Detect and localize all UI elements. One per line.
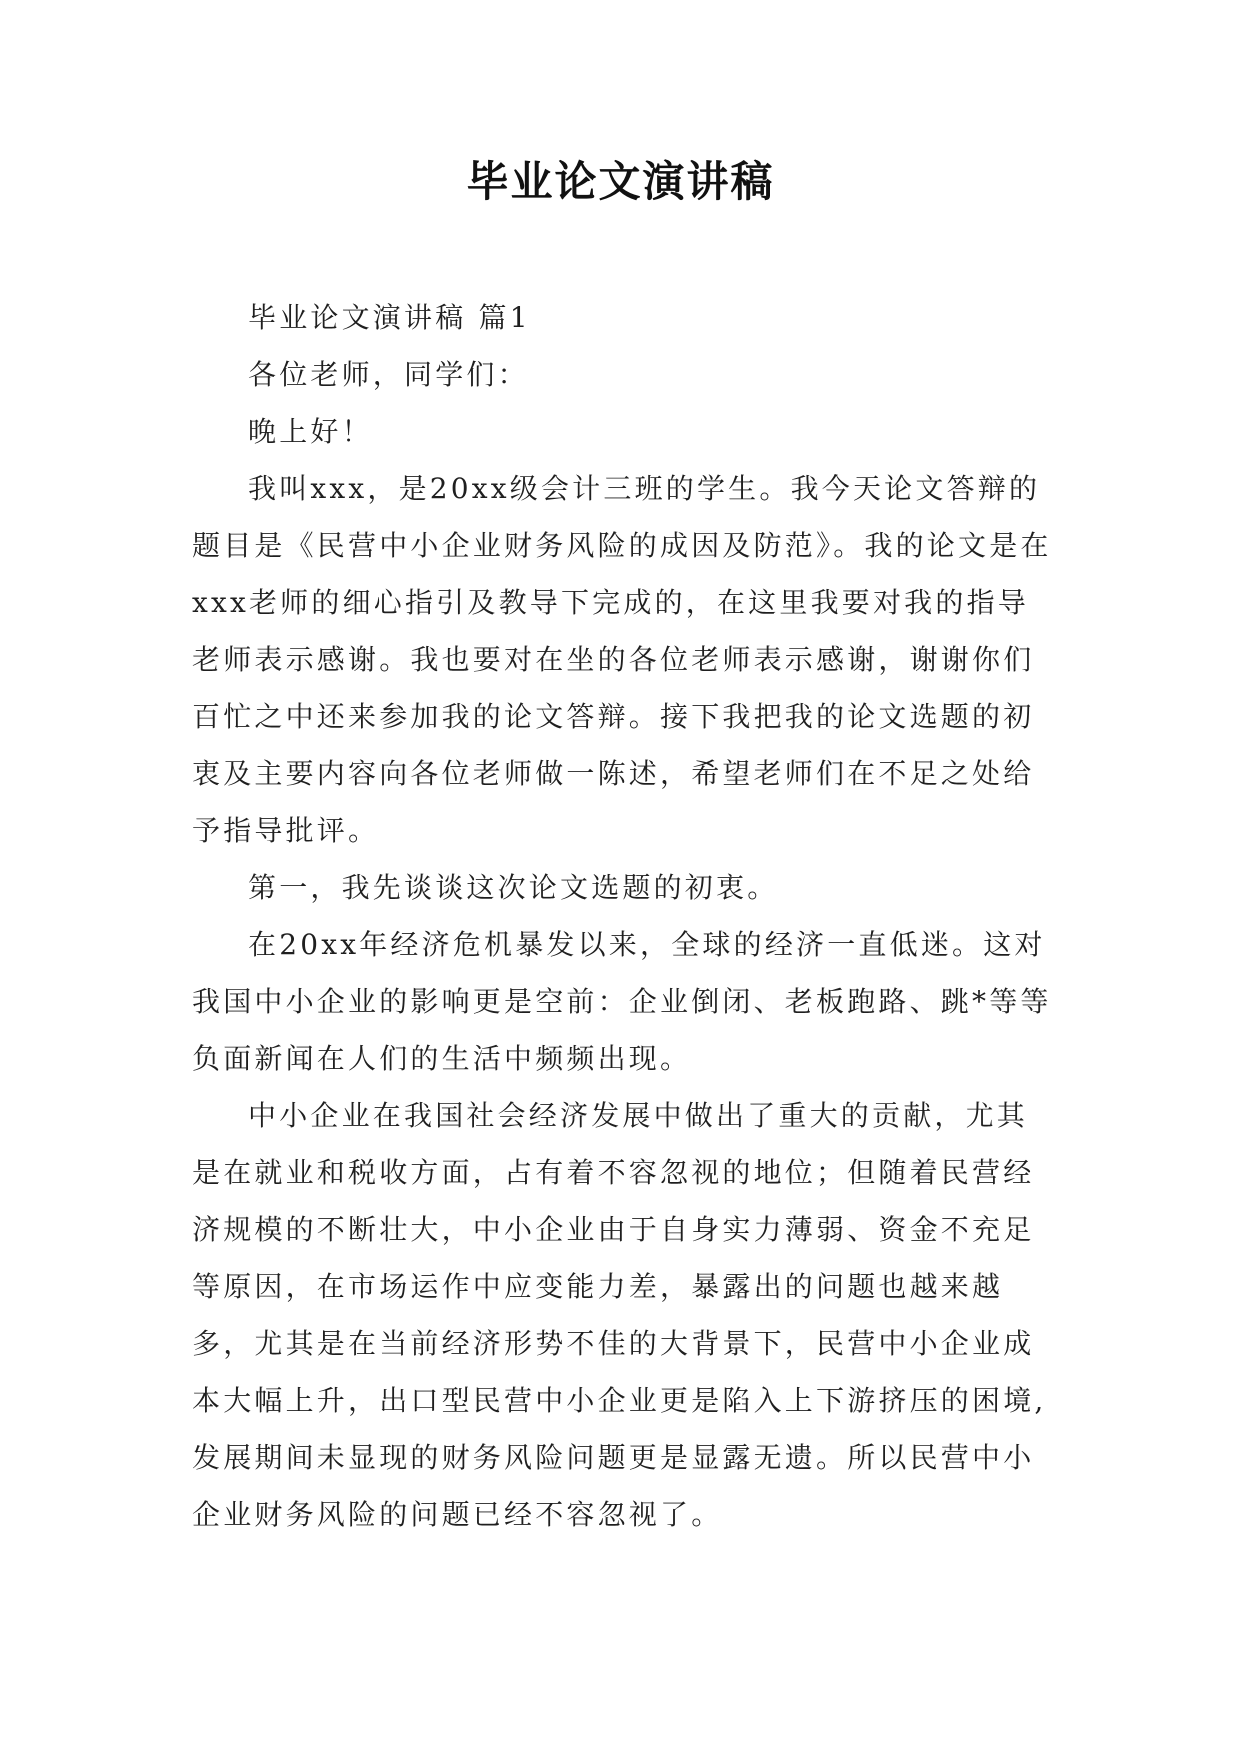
document-title: 毕业论文演讲稿 <box>466 157 775 206</box>
greeting: 晚上好！ <box>248 415 373 448</box>
section-heading: 毕业论文演讲稿 篇1 <box>248 301 531 334</box>
paragraph-economic-crisis: 在20xx年经济危机暴发以来，全球的经济一直低迷。这对我国中小企业的影响更是空前：企业倒闭、老板跑路、跳*等等负面新闻在人们的生活中频频出现。 <box>192 928 1052 1075</box>
paragraph-introduction: 我叫xxx，是20xx级会计三班的学生。我今天论文答辩的题目是《民营中小企业财务风险的成因及防范》。我的论文是在xxx老师的细心指引及教导下完成的，在这里我要对我的指导老师表示感谢。我也要对在坐的各位老师表示感谢，谢谢你们百忙之中还来参加我的论文答辩。接下我把我的论文选题的初衷及主要内容向各位老师做一陈述，希望老师们在不足之处给予指导批评。 <box>192 472 1052 847</box>
paragraph-first-point: 第一，我先谈谈这次论文选题的初衷。 <box>248 871 779 904</box>
document-body <box>192 289 1054 1543</box>
salutation: 各位老师，同学们： <box>248 358 529 391</box>
paragraph-sme-contribution: 中小企业在我国社会经济发展中做出了重大的贡献，尤其是在就业和税收方面，占有着不容忽视的地位；但随着民营经济规模的不断壮大，中小企业由于自身实力薄弱、资金不充足等原因，在市场运作中应变能力差，暴露出的问题也越来越多，尤其是在当前经济形势不佳的大背景下，民营中小企业成本大幅上升，出口型民营中小企业更是陷入上下游挤压的困境,发展期间未显现的财务风险问题更是显露无遗。所以民营中小企业财务风险的问题已经不容忽视了。 <box>192 1099 1047 1531</box>
